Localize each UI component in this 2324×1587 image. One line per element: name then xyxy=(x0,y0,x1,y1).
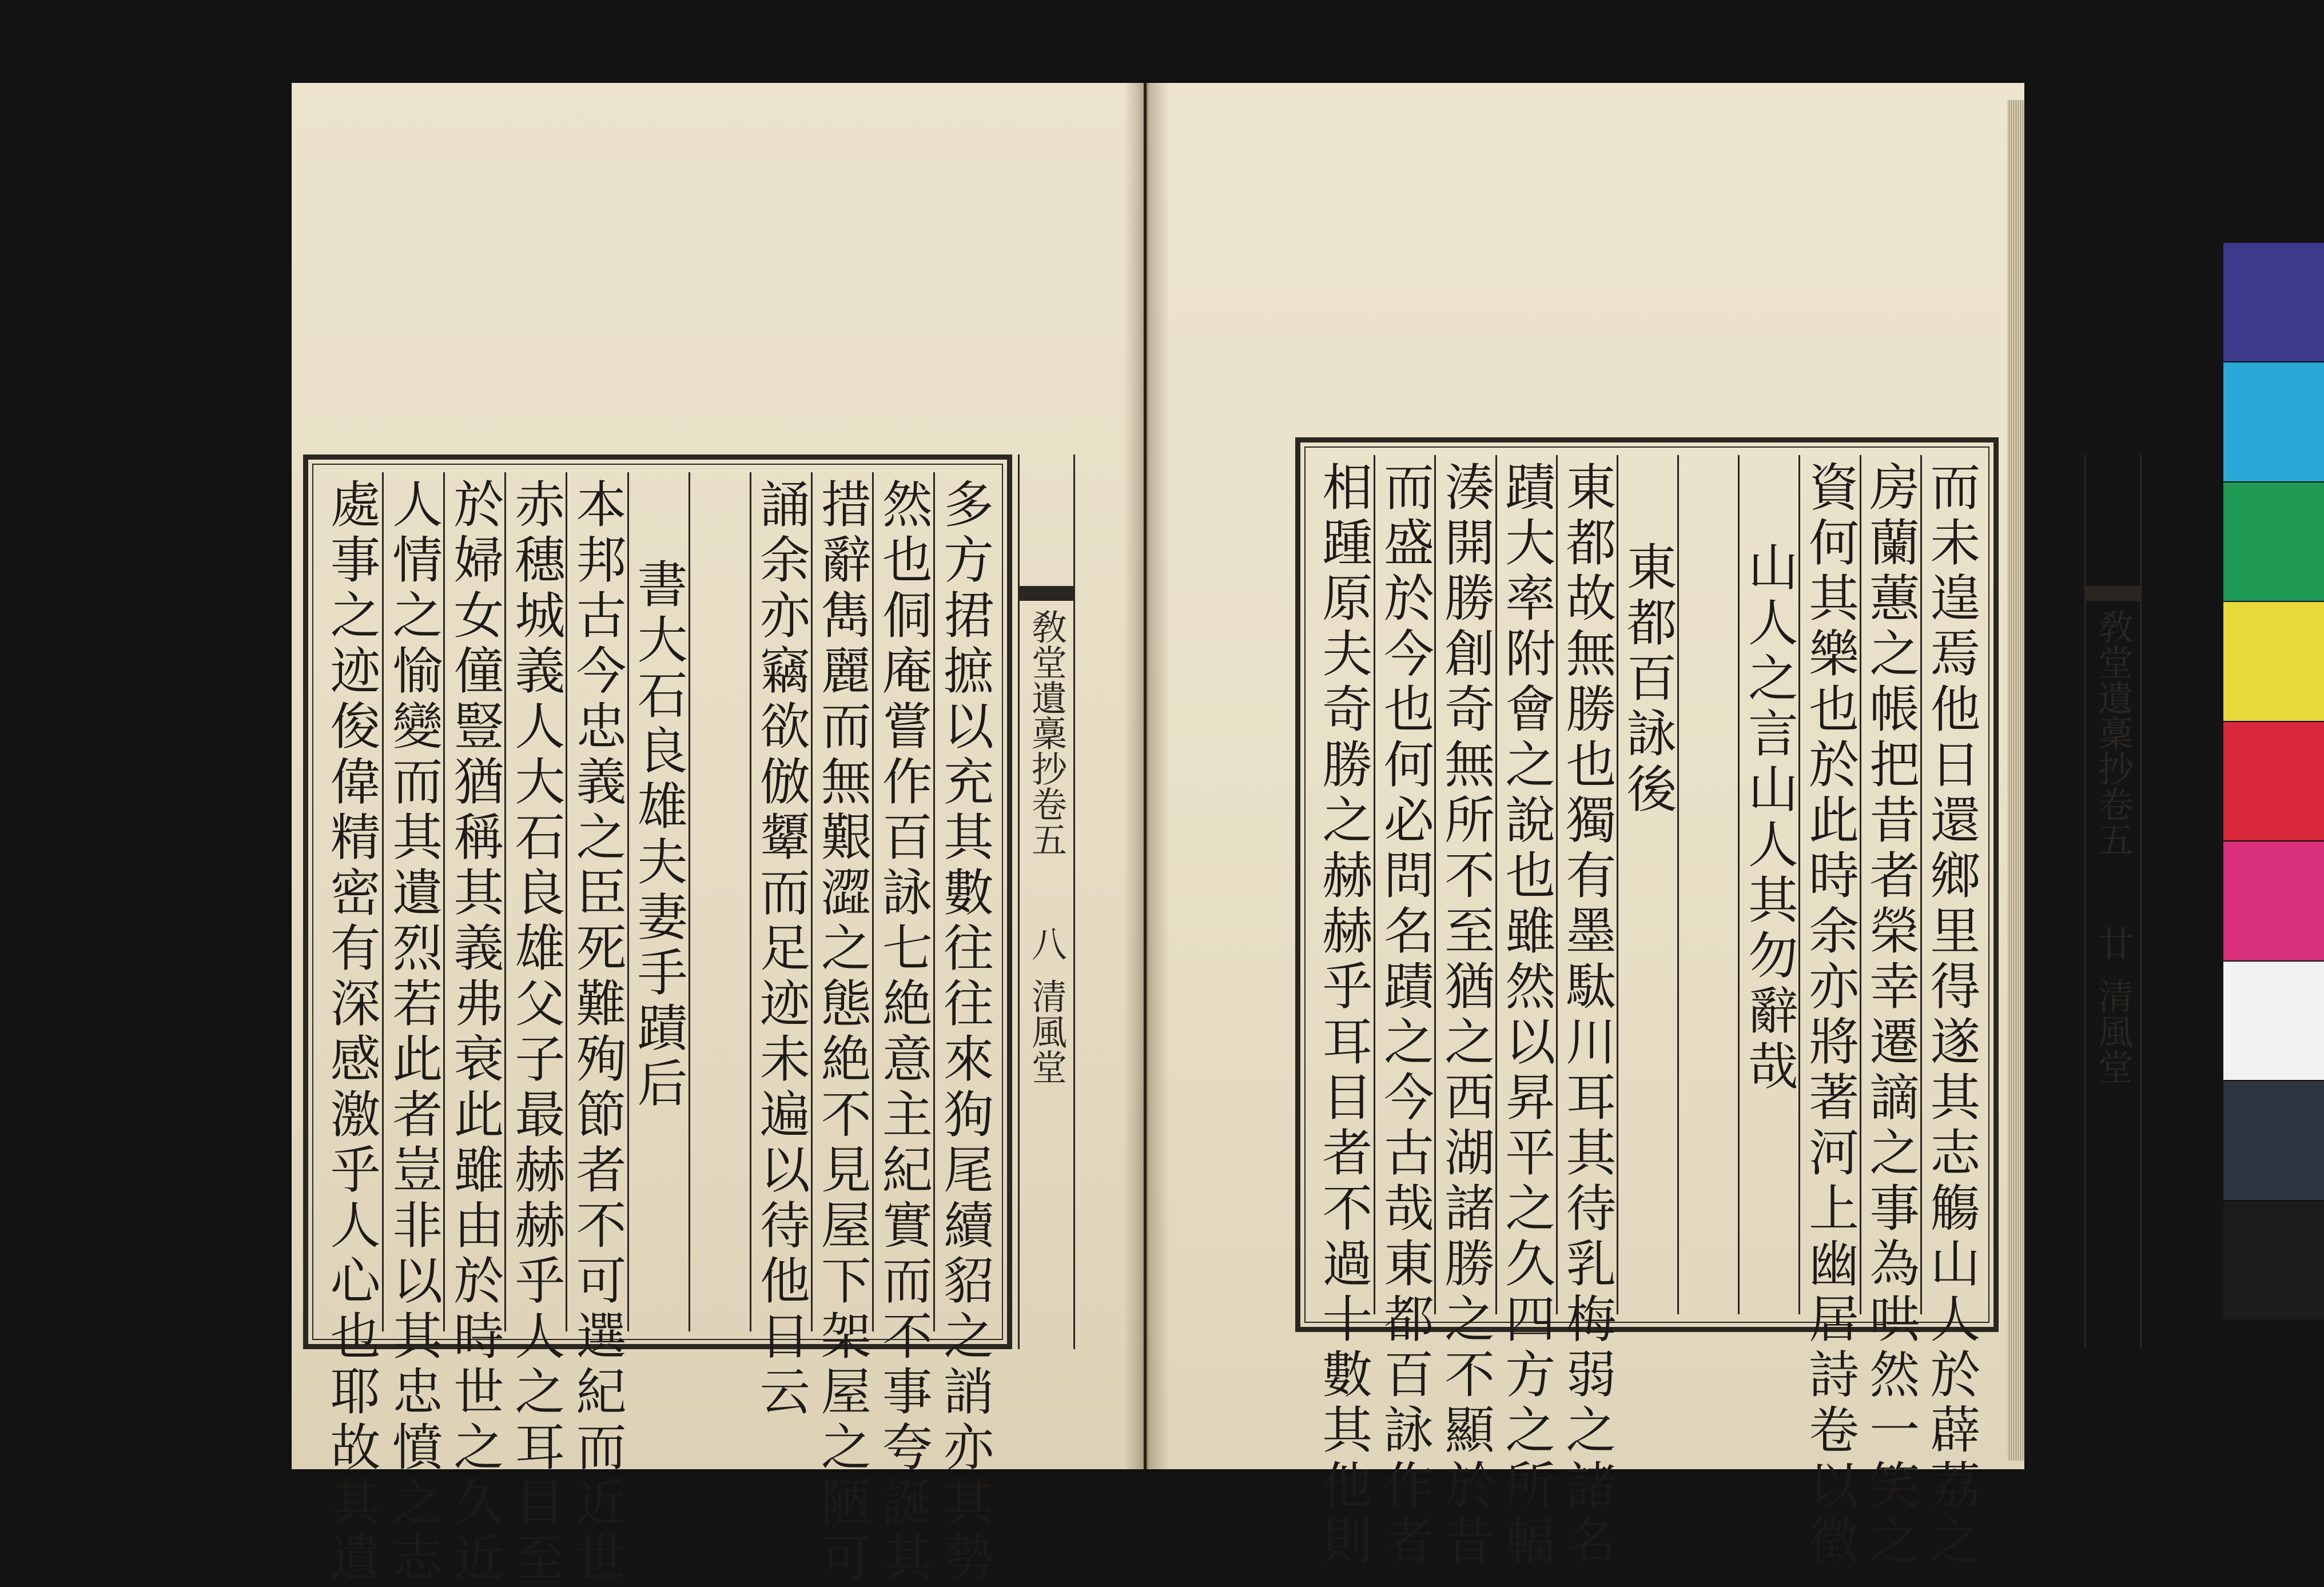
color-swatch xyxy=(2223,602,2324,721)
column-text: 蹟大率附會之說也雖然以昇平之久四方之所輻 xyxy=(1497,461,1557,1570)
column-text: 房蘭蕙之帳把昔者榮幸遷謫之事為哄然一笑之 xyxy=(1861,461,1921,1570)
color-swatch xyxy=(2223,1201,2324,1321)
left-text-frame xyxy=(303,454,1012,1587)
text-column xyxy=(443,472,505,1587)
column-text: 人情之愉變而其遺烈若此者豈非以其忠憤之志 xyxy=(384,478,444,1587)
column-text: 相踵原夫奇勝之赫赫乎耳目者不過十數其他則 xyxy=(1314,461,1374,1570)
left-publisher: 清風堂 xyxy=(1025,978,1068,1084)
left-banner-title: 敎堂遺稾抄卷五 xyxy=(1025,609,1068,857)
right-page-number: 廿 xyxy=(2092,926,2134,961)
text-column xyxy=(1313,455,1374,1570)
text-column xyxy=(689,472,750,1331)
text-column xyxy=(872,472,933,1587)
text-column xyxy=(1677,455,1738,1314)
column-text: 措辭雋麗而無艱澀之態絶不見屋下架屋之陋可 xyxy=(813,478,872,1587)
text-column xyxy=(504,472,566,1587)
text-column xyxy=(321,472,382,1587)
column-text xyxy=(1684,455,1734,1314)
text-column xyxy=(1738,455,1798,1314)
text-column xyxy=(1495,455,1557,1570)
text-column xyxy=(1556,455,1617,1570)
color-swatch xyxy=(2223,722,2324,842)
text-column xyxy=(1617,455,1677,1314)
column-text: 湊開勝創奇無所不至猶之西湖諸勝之不顯於昔 xyxy=(1436,461,1496,1570)
column-text: 資何其樂也於此時余亦將著河上幽居詩卷以徵 xyxy=(1801,461,1860,1570)
column-text: 而盛於今也何必問名蹟之今古哉東都百詠作者 xyxy=(1375,461,1435,1570)
right-publisher: 清風堂 xyxy=(2092,978,2134,1084)
text-column xyxy=(382,472,444,1587)
text-column xyxy=(1434,455,1496,1570)
left-page xyxy=(292,83,1144,1587)
text-column xyxy=(933,472,994,1587)
column-text: 處事之迹俊偉精密有深感激乎人心也耶故其遺 xyxy=(322,478,381,1587)
column-text: 赤穗城義人大石良雄父子最赫赫乎人之耳目至 xyxy=(507,478,566,1587)
column-text: 而未遑焉他日還鄉里得遂其志觴山人於薜荔之 xyxy=(1922,461,1981,1570)
right-banner-column xyxy=(2084,454,2142,1349)
left-columns xyxy=(321,472,994,1587)
right-banner-title: 敎堂遺稾抄卷五 xyxy=(2092,609,2134,857)
page-edges xyxy=(2007,100,2024,1461)
column-text: 山人之言山人其勿辭哉 xyxy=(1740,541,1799,1095)
fishtail-mark xyxy=(2086,586,2140,601)
right-columns xyxy=(1313,455,1981,1570)
right-text-frame xyxy=(1295,437,1999,1570)
left-banner-column xyxy=(1018,454,1075,1349)
text-column xyxy=(750,472,811,1421)
column-text: 東都百詠後 xyxy=(1618,541,1678,818)
color-swatch xyxy=(2223,1081,2324,1201)
column-text: 於婦女僮豎猶稱其義弗衰此雖由於時世之久近 xyxy=(445,478,505,1587)
column-text: 東都故無勝也獨有墨駄川耳其待乳梅弱之諸名 xyxy=(1558,461,1617,1570)
color-swatch xyxy=(2223,243,2324,362)
fishtail-mark xyxy=(1020,586,1073,601)
text-column xyxy=(1860,455,1921,1570)
left-page-number: 八 xyxy=(1025,926,1068,961)
text-column xyxy=(811,472,872,1587)
text-column xyxy=(627,472,689,1331)
text-column xyxy=(566,472,627,1587)
color-swatch xyxy=(2223,483,2324,602)
color-swatch xyxy=(2223,962,2324,1081)
column-text: 本邦古今忠義之臣死難殉節者不可選紀而近世 xyxy=(568,478,627,1587)
text-column xyxy=(1798,455,1860,1570)
color-swatch xyxy=(2223,362,2324,482)
column-text: 多方捃摭以充其數往往來狗尾續貂之誚亦其勢 xyxy=(935,478,994,1587)
text-column xyxy=(1374,455,1435,1570)
column-text xyxy=(695,472,745,1331)
book-gutter xyxy=(1124,83,1169,1469)
column-text: 書大石良雄夫妻手蹟后 xyxy=(629,558,689,1113)
column-text: 然也侗庵嘗作百詠七絶意主紀實而不事夸誕其 xyxy=(874,478,933,1587)
color-swatch xyxy=(2223,842,2324,961)
color-calibration-chart xyxy=(2223,243,2324,1321)
text-column xyxy=(1920,455,1981,1570)
column-text: 誦余亦竊欲倣顰而足迹未遍以待他日云 xyxy=(751,478,811,1421)
